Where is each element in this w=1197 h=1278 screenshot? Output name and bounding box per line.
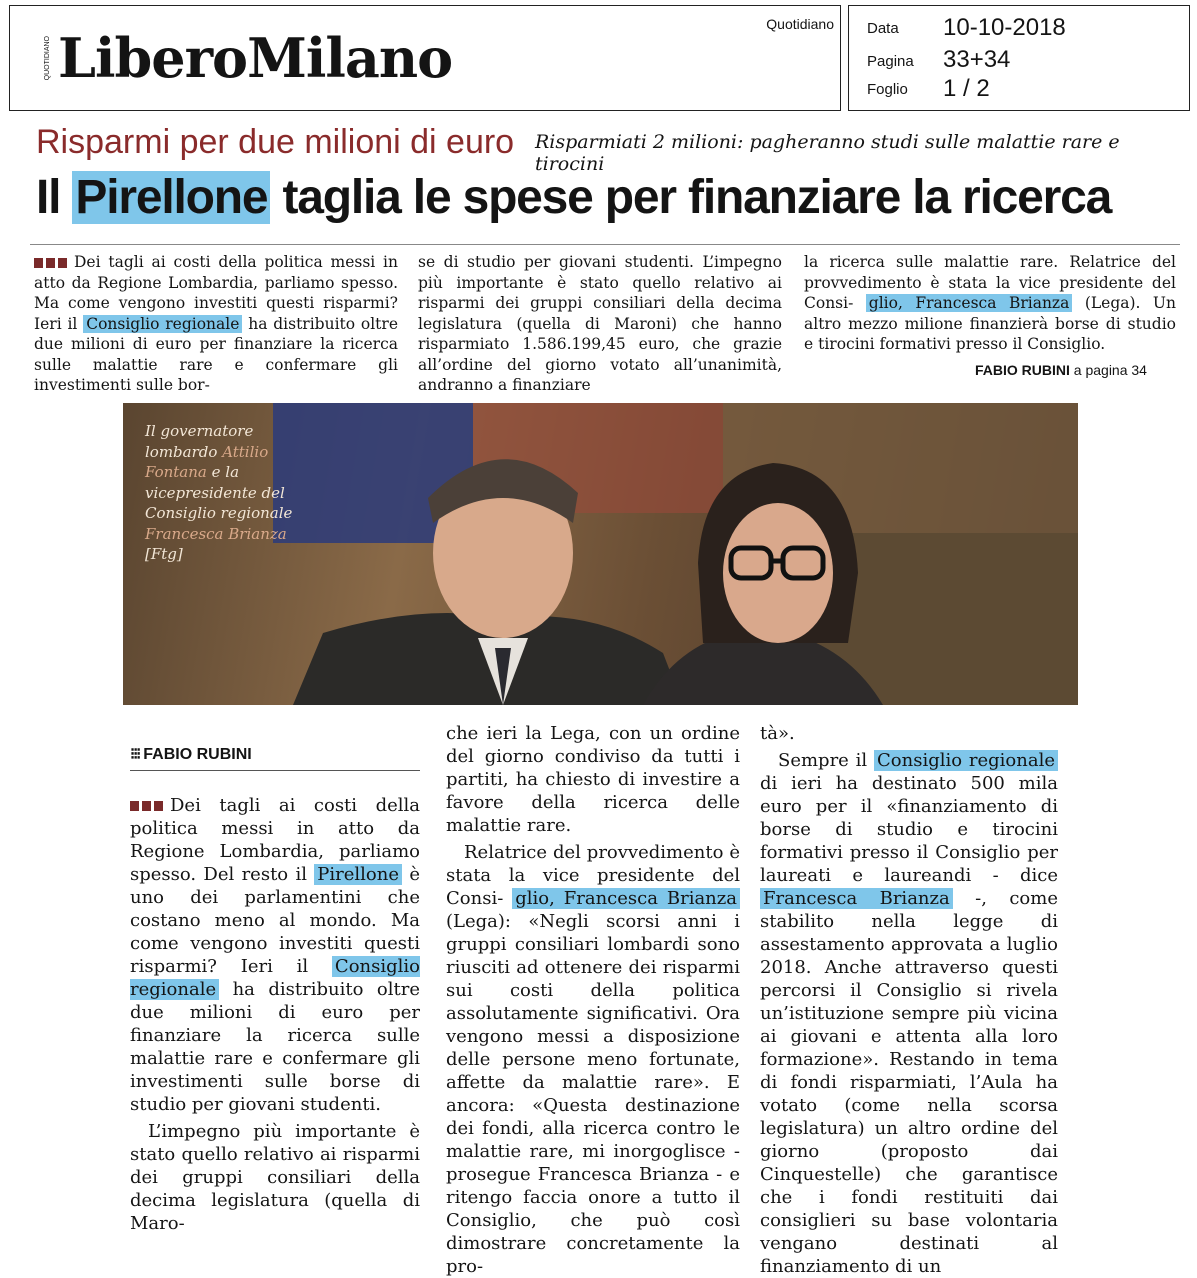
body-highlight-consiglio-1: Consiglio regionale — [130, 956, 420, 1000]
meta-value-page: 33+34 — [943, 46, 1011, 73]
body-column-2 — [446, 722, 740, 1278]
caption-name-1: Attilio Fontana — [145, 442, 269, 481]
meta-box — [848, 5, 1190, 111]
body-text-2b: Relatrice del provvedimento è stata la vice presidente del Consi- — [446, 842, 740, 909]
body-text-3c: di ieri ha destinato 500 mila euro per il «finanziamento di borse di studio e tirocini formativi presso il Consiglio per laureati e laureandi - dice — [760, 773, 1058, 886]
main-byline-name: FABIO RUBINI — [143, 746, 252, 763]
photo-caption — [145, 421, 315, 565]
summary-text-1b: ha distribuito oltre due milioni di euro per finanziare la ricerca sulle malattie rare e confermare gli investimenti sulle bor- — [34, 314, 398, 394]
summary-column-3 — [804, 252, 1176, 355]
summary-highlight-1: Consiglio regionale — [83, 315, 242, 333]
body-text-1d: L’impegno più importante è stato quello relativo ai risparmi dei gruppi consiliari della decima legislatura (quella di Maro- — [130, 1121, 420, 1234]
publication-kind: Quotidiano — [766, 16, 834, 32]
body-text-1b: è uno dei parlamentini che costano meno al mondo. Ma come vengono investiti questi risparmi? Ieri il — [130, 864, 420, 977]
body-text-2a: che ieri la Lega, con un ordine del giorno condiviso da tutti i partiti, ha chiesto di investire a favore della ricerca delle malattie rare. — [446, 723, 740, 836]
byline-mark: ⁝⁝⁝ — [130, 746, 140, 763]
headline — [36, 170, 1111, 225]
meta-value-date: 10-10-2018 — [943, 14, 1066, 41]
body-text-1c: ha distribuito oltre due milioni di euro per finanziare la ricerca sulle malattie rare e confermare gli investimenti sulle borse di studio per giovani studenti. — [130, 979, 420, 1115]
masthead-box — [9, 5, 841, 111]
caption-highlight: Consiglio regionale — [145, 504, 293, 522]
headline-post: taglia le spese per finanziare la ricerca — [282, 171, 1112, 224]
summary-byline — [975, 362, 1147, 378]
caption-name-2: Francesca Brianza — [145, 524, 287, 543]
summary-text-3a: la ricerca sulle malattie rare. Relatrice del provvedimento è stata la vice presidente del Consi- — [804, 253, 1176, 312]
caption-text-a: Il governatore lombardo — [145, 422, 254, 461]
subtitle: Risparmiati 2 milioni: pagheranno studi sulle malattie rare e tirocini — [535, 131, 1120, 175]
summary-text-2: se di studio per giovani studenti. L’impegno più importante è stato quello relativo ai risparmi dei gruppi consiliari della decima legislatura (quella di Maroni) che hanno risparmiato 1.586.199,45 euro, che grazie all’ordine del giorno votato all’unanimità, andranno a finanziare — [418, 253, 782, 394]
masthead-logo: LiberoMilano — [58, 26, 453, 90]
meta-label-page: Pagina — [867, 53, 914, 70]
body-section-mark — [130, 801, 164, 811]
body-text-3a: tà». — [760, 723, 795, 744]
headline-pre: Il — [36, 171, 61, 224]
body-text-3d: -, come stabilito nella legge di assestamento approvata a luglio 2018. Anche attraverso questi percorsi il Consiglio si rivela un’istituzione sempre più vicina ai giovani e attenta alla loro formazione». Restando in tema di fondi risparmiati, l’Aula ha votato (come nella scorsa legislatura) un altro ordine del giorno (proposto dai Cinquestelle) che garantisce che i fondi restituiti dai consiglieri su base volontaria vengano destinati al finanziamento di un — [760, 888, 1058, 1277]
summary-column-2 — [418, 252, 782, 396]
meta-label-date: Data — [867, 20, 899, 37]
meta-label-sheet: Foglio — [867, 81, 908, 98]
headline-highlight: Pirellone — [72, 171, 270, 224]
photo — [123, 403, 1078, 705]
meta-value-sheet: 1 / 2 — [943, 75, 990, 102]
body-highlight-brianza-2: Francesca Brianza — [760, 888, 953, 909]
body-column-3 — [760, 722, 1058, 1278]
body-column-1 — [130, 794, 420, 1235]
main-byline — [130, 744, 252, 764]
summary-column-1 — [34, 252, 398, 396]
summary-page-ref: a pagina 34 — [1073, 362, 1147, 378]
body-text-2c: (Lega): «Negli scorsi anni i gruppi consiliari lombardi sono riusciti ad ottenere dei risparmi sui costi della politica assolutamente significativi. Ora vengono messi a disposizione delle persone meno fortunate, affette da malattie rare». E ancora: «Questa destinazione dei fondi, alla ricerca contro le malattie rare, mi inorgoglisce - prosegue Francesca Brianza - e ritengo faccia onore a tutto il Consiglio, che può così dimostrare concretamente la pro- — [446, 911, 740, 1277]
body-highlight-brianza-1: glio, Francesca Brianza — [512, 888, 740, 909]
summary-highlight-3: glio, Francesca Brianza — [866, 294, 1073, 312]
caption-credit: [Ftg] — [145, 545, 183, 563]
kicker: Risparmi per due milioni di euro — [36, 123, 515, 161]
section-mark — [34, 258, 68, 268]
body-highlight-pirellone: Pirellone — [314, 864, 402, 885]
summary-byline-name: FABIO RUBINI — [975, 362, 1070, 378]
summary-text-1a: Dei tagli ai costi della politica messi in atto da Regione Lombardia, parliamo spesso. Ma come vengono investiti questi risparmi? Ieri il — [34, 253, 398, 333]
body-text-3b: Sempre il — [778, 750, 868, 771]
headline-rule — [30, 244, 1180, 245]
summary-text-3b: (Lega). Un altro mezzo milione finanzierà borse di studio e tirocini formativi presso il Consiglio. — [804, 294, 1176, 353]
body-highlight-consiglio-2: Consiglio regionale — [874, 750, 1058, 771]
caption-text-b: e la vicepresidente del — [145, 463, 285, 502]
masthead-tag: QUOTIDIANO — [44, 36, 51, 81]
body-text-1a: Dei tagli ai costi della politica messi in atto da Regione Lombardia, parliamo spesso. Del resto il — [130, 795, 420, 885]
byline-rule — [130, 770, 420, 771]
